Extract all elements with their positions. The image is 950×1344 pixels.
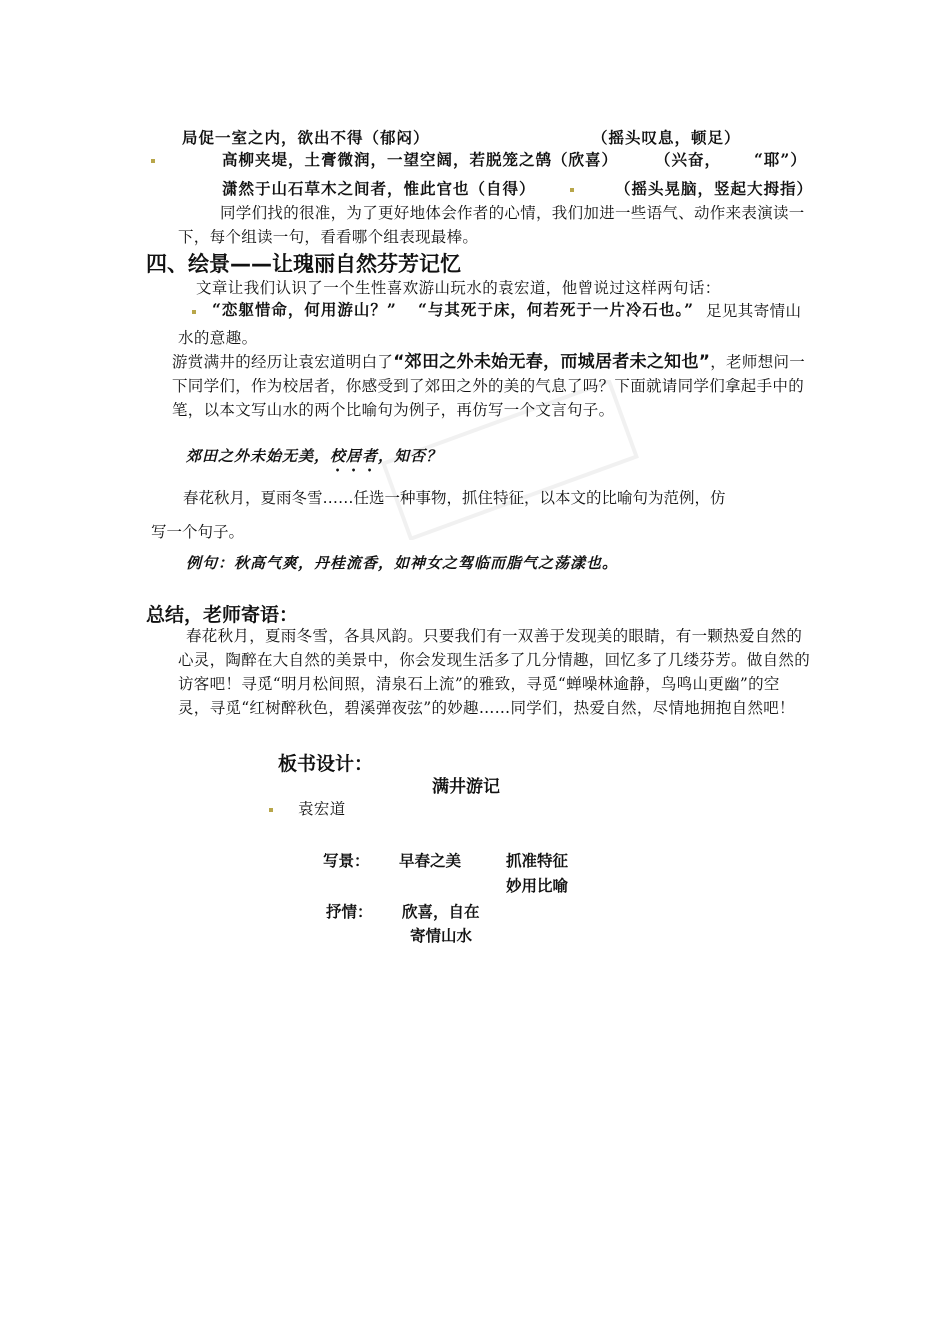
prompt-quote: “郊田之外未始无春，而城居者未之知也” (393, 352, 711, 372)
handwritten-part-c: ，知否？ (378, 447, 443, 465)
board-row1-label: 写景： (323, 852, 370, 870)
handwritten-sentence-1 (186, 445, 442, 475)
prompt-rest: ，老师想问一下同学们，作为校居者，你感受到了郊田之外的美的气息了吗？下面就请同学们拿起手中的笔，以本文写山水的两个比喻句为例子，再仿写一个文言句子。 (172, 353, 806, 419)
reading-line-1: 局促一室之内，欲出不得（郁闷） (182, 128, 430, 147)
section-intro: 文章让我们认识了一个生性喜欢游山玩水的袁宏道，他曾说过这样两句话： (196, 279, 721, 297)
section-heading-4: 四、绘景——让瑰丽自然芬芳记忆 (146, 252, 461, 276)
board-row2-a: 欣喜，自在 (402, 903, 480, 921)
marker-dot (269, 808, 273, 812)
board-row1-c: 妙用比喻 (506, 877, 569, 895)
reading-line-1-action: （摇头叹息，顿足） (592, 128, 741, 147)
handwritten-part-a: 郊田之外未始无美， (186, 447, 331, 465)
board-author: 袁宏道 (298, 800, 346, 818)
reading-line-2-action: （兴奋， (655, 150, 722, 169)
board-row1-a: 早春之美 (399, 852, 462, 870)
reading-line-3: 潇然于山石草木之间者，惟此官也（自得） (222, 179, 536, 198)
reading-line-2-action-end: “耶”） (754, 150, 807, 169)
handwritten-part-emphasis: 校居者 (330, 447, 379, 465)
board-heading: 板书设计： (278, 753, 374, 775)
reading-line-2: 高柳夹堤，土膏微润，一望空阔，若脱笼之鹄（欣喜） (222, 150, 619, 169)
example-sentence: 例句：秋高气爽，丹桂流香，如神女之驾临而脂气之荡漾也。 (186, 554, 619, 572)
task-line-2: 写一个句子。 (151, 523, 245, 541)
task-line-1: 春花秋月，夏雨冬雪……任选一种事物，抓住特征，以本文的比喻句为范例，仿 (183, 489, 726, 507)
quote-2: “与其死于床，何若死于一片冷石也。” (418, 300, 695, 319)
reading-line-3-action: （摇头晃脑，竖起大拇指） (615, 179, 814, 198)
paragraph-writing-prompt (172, 350, 810, 422)
marker-dot (151, 159, 155, 163)
board-row2-b: 寄情山水 (410, 927, 473, 945)
prompt-lead: 游赏满井的经历让袁宏道明白了 (172, 353, 394, 371)
marker-dot (192, 310, 196, 314)
marker-dot (570, 188, 574, 192)
summary-paragraph: 春花秋月，夏雨冬雪，各具风韵。只要我们有一双善于发现美的眼睛，有一颗热爱自然的心灵，陶醉在大自然的美景中，你会发现生活多了几分情趣，回忆多了几缕芬芳。做自然的访客吧！寻觅“明月松间照，清泉石上流”的雅致，寻觅“蝉噪林逾静，鸟鸣山更幽”的空灵，寻觅“红树醉秋色，碧溪弹夜弦”的妙趣……同学们，热爱自然，尽情地拥抱自然吧！ (178, 627, 811, 717)
quote-tail-2: 水的意趣。 (178, 329, 258, 347)
quote-tail: 足见其寄情山 (706, 302, 802, 320)
summary-heading: 总结，老师寄语： (146, 604, 299, 626)
quote-1: “恋躯惜命，何用游山？” (212, 300, 397, 319)
board-title: 满井游记 (432, 777, 500, 797)
board-row1-b: 抓准特征 (506, 852, 569, 870)
board-row2-label: 抒情： (326, 903, 373, 921)
paragraph-reading-instructions: 同学们找的很准，为了更好地体会作者的心情，我们加进一些语气、动作来表演读一下，每个组读一句，看看哪个组表现最棒。 (178, 204, 805, 246)
